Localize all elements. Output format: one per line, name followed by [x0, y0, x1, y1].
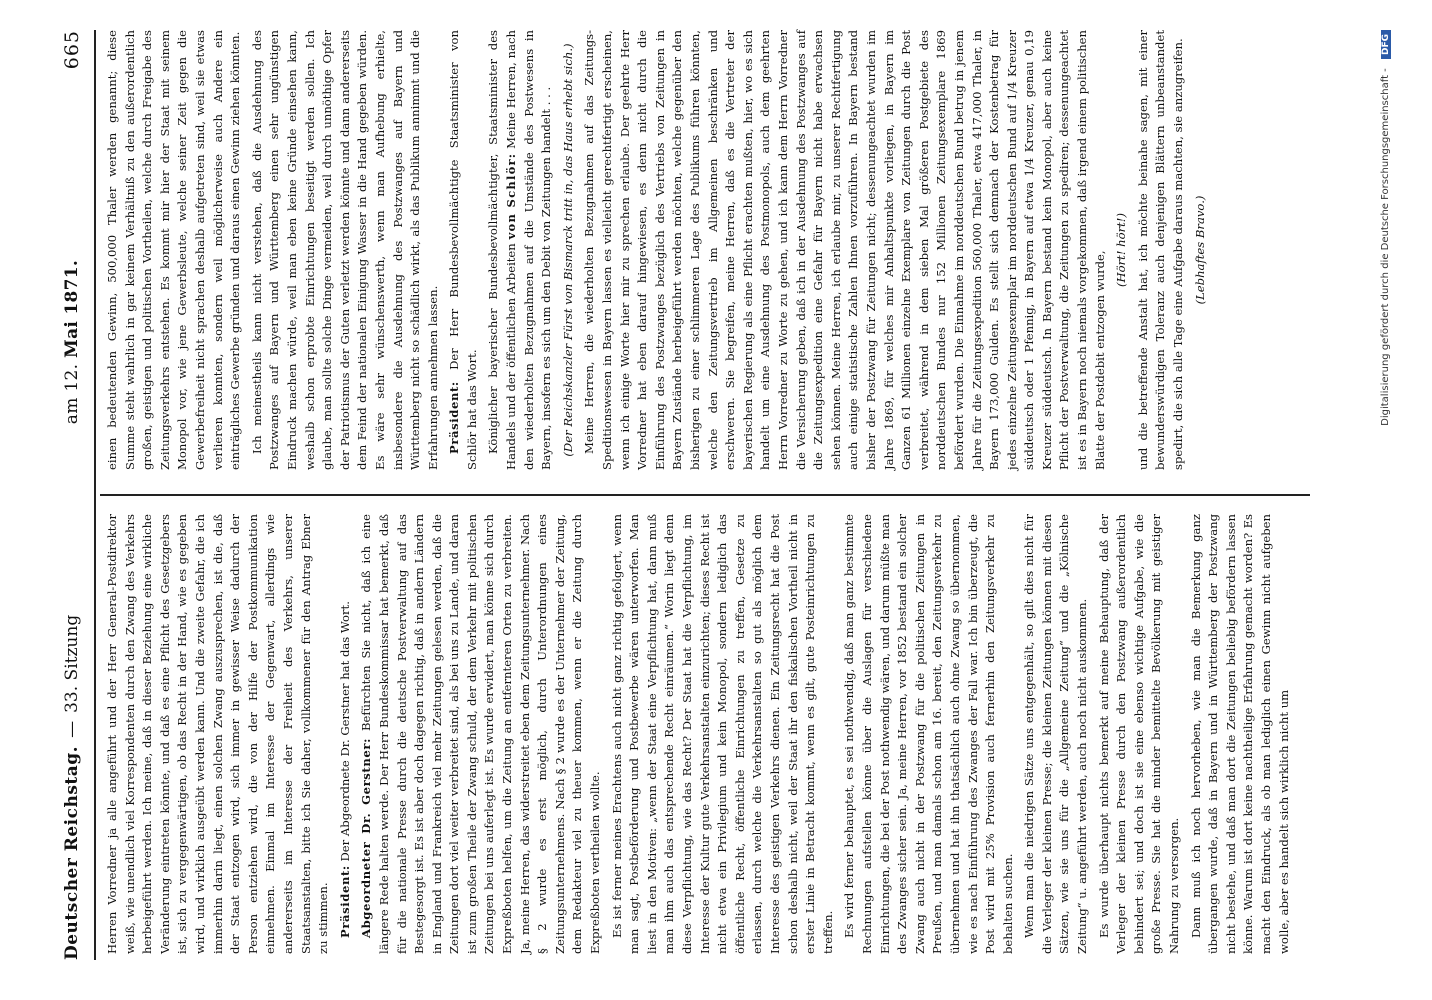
- date-month-year: Mai 1871.: [62, 259, 82, 358]
- date-prefix: am 12.: [62, 363, 82, 425]
- right-column: [104, 30, 1213, 470]
- speech-text: Der Herr Bundesbevollmächtigte Staatsminister von Schlör hat das Wort.: [447, 30, 479, 470]
- speech-text: Der Abgeordnete Dr. Gerstner hat das Wort.: [337, 601, 352, 862]
- stage-direction: (Lebhaftes Bravo.): [1192, 195, 1207, 305]
- paragraph: Es ist ferner meines Erachtens auch nicht ganz richtig gefolgert, wenn man sagt, Postbeförderung und Postbewerbe wären unterworfen. Man liest in den Motiven: „wenn der Staat eine Verpflichtung hat, dann muß man ihm auch das entsprechende Recht einräumen.“ Worin liegt denn diese Verpflichtung, wie das Recht? Der Staat hat die Verpflichtung, im Interesse der Kultur gute Verkehrsanstalten einzurichten; dieses Recht ist nicht etwa ein Privilegium und kein Monopol, sondern lediglich das öffentliche Recht, öffentliche Einrichtungen zu treffen, Gesetze zu erlassen, durch welche die Verkehrsanstalten so gut als möglich dem Interesse des geistigen Verkehrs dienen. Ein Zeitungsrecht hat die Post schon deshalb nicht, weil der Staat ihr den fiskalischen Vortheil nicht in erster Linie in Betracht kommt, wenn es gilt, gute Posteinrichtungen zu treffen.: [609, 514, 835, 954]
- paragraph: Dann muß ich noch hervorheben, wie man die Bemerkung ganz übergangen wurde, daß in Bayern und in Württemberg der Postzwang nicht bestehe, und daß man dort die Zeitungen beliebig befördern lassen könne. Warum ist dort keine nachtheilige Erfahrung gemacht worden? Es macht den Eindruck, als ob man lediglich einen Gewinn nicht aufgeben wolle, aber es handelt sich wirklich nicht um: [1188, 514, 1291, 954]
- paragraph: einen bedeutenden Gewinn, 500,000 Thaler werden genannt; diese Summe steht wahrlich in gar keinem Verhältniß zu den außerordentlich großen, geistigen und politischen Vortheilen, welche durch Freigabe des Zeitungsverkehrs entstehen. Es kommt mir hier der Staat mit seinem Monopol vor, wie jene Gewerbsleute, welche seiner Zeit gegen die Gewerbefreiheit nicht sprachen deshalb aufgetreten sind, weil sie etwas verlieren konnten, sondern weil möglicherweise auch Andere ein einträgliches Gewerbe gründen und daraus einen Gewinn ziehen könnten.: [105, 30, 243, 470]
- digitization-credit: [1380, 30, 1400, 970]
- paragraph: Ich meinestheils kann nicht verstehen, daß die Ausdehnung des Postzwanges auf Bayern und Württemberg einen sehr ungünstigen Eindruck machen würde, weil man eben keine Gründe einsehen kann, weshalb schon erprobte Einrichtungen beseitigt werden sollen. Ich glaube, man sollte solche Dinge vermeiden, weil durch unnöthige Opfer der Patriotismus der Guten verletzt werden könnte und dann andererseits dem Feind der nationalen Einigung Wasser in die Hand gegeben würden. Es wäre sehr wünschenswerth, wenn man Aufhebung erhielte, insbesondere die Ausdehnung des Postzwanges auf Bayern und Württemberg nicht so schädlich wirkt, als das Publikum annimmt und die Erfahrungen annehmen lassen.: [249, 30, 440, 470]
- paragraph: [446, 30, 481, 470]
- session-date: [62, 260, 82, 424]
- paragraph: Es wird ferner behauptet, es sei nothwendig, daß man ganz bestimmte Rechnungen aufstellen könne über die Auslagen für verschiedene Einrichtungen, die bei der Post nothwendig wären, und darum müßte man des Zwanges sicher sein. Ja, meine Herren, vor 1852 bestand ein solcher Zwang auch nicht in der Postzwang für die politischen Zeitungen in Preußen, und man damals schon am 16. bereit, den Zeitungsverkehr zu übernehmen und hat ihn thatsächlich auch ohne Zwang so übernommen, wie es nach Einführung des Zwanges der Fall war. Ich bin überzeugt, die Post wird mit 25% Provision auch fernerhin den Zeitungsverkehr zu behalten suchen.: [842, 514, 1015, 954]
- session-number: 33. Sitzung: [62, 614, 82, 713]
- speaker-label: Präsident:: [447, 381, 462, 454]
- paragraph: Herren Vorredner ja alle angeführt und der Herr General-Postdirektor weiß, wie unendlich viel Korrespondenten durch den Zwang des Verkehrs herbeigeführt werden. Ich meine, daß in dieser Beziehung eine wirkliche Veränderung eintreten könnte, und daß es eine Pflicht des Gesetzgebers ist, sich zu vergegenwärtigen, ob das Recht in der Hand, wie es gegeben wird, und wirklich ausgeübt werden kann. Und die zweite Gefahr, die ich immerhin darin liegt, einen solchen Zwang auszusprechen, ist die, daß der Staat entzogen wird, sich immer in gewisser Weise dadurch der Person entziehen wird, die von der Hilfe der Postkommunikation einnehmen. Einmal im Interesse der Gegenwart, allerdings wie andererseits im Interesse der Freiheit des Verkehrs, unserer Staatsanstalten, bitte ich Sie daher, vollkommener für den Antrag Ebner zu stimmen.: [105, 514, 331, 954]
- journal-title: Deutscher Reichstag.: [62, 745, 82, 960]
- stage-direction: (Der Reichskanzler Fürst von Bismarck tritt in, das Haus erhebt sich.): [560, 43, 575, 457]
- paragraph: [485, 30, 555, 470]
- credit-text: Digitalisierung gefördert durch die Deutsche Forschungsgemeinschaft -: [1380, 68, 1391, 426]
- page-number: 665: [61, 30, 83, 70]
- column-divider: [100, 494, 1310, 496]
- speech-text: Befürchten Sie nicht, daß ich eine längere Rede halten werde. Der Herr Bundeskommissar hat bemerkt, daß für die nationale Presse durch die deutsche Postverwaltung auf das Bestegesorgt ist. Es ist aber doch dagegen richtig, daß in andern Ländern in England und Frankreich viel mehr Zeitungen gelesen werden, daß die Zeitungen dort viel weiter verbreitet sind, als bei uns zu Lande, und daran ist zum großen Theile der Zwang schuld, der dem Verkehr mit politischen Zeitungen bei uns auferlegt ist. Es wurde erwidert, man könne sich durch Expreßboten helfen, um die Zeitung an entfernteren Orten zu verbreiten. Ja, meine Herren, das widerstreitet eben dem Zeitungsunternehmer. Nach § 2 wurde es erst möglich, durch Unterordnungen eines Zeitungsunternehmens. Nach § 2 wurde es der Unternehmer der Zeitung, dem Redakteur viel zu theuer kommen, wenn er die Zeitung durch Expreßboten vertheilen wollte.: [359, 513, 603, 954]
- dfg-logo: DFG: [1381, 30, 1391, 59]
- left-column: [104, 514, 1297, 954]
- speaker-name: von Schlör:: [504, 152, 519, 240]
- header-rule: [94, 30, 96, 960]
- speaker-title: Königlicher bayerischer Bundesbevollmächtigter, Staatsminister des Handels und der öffentlichen Arbeiten: [486, 30, 519, 470]
- speaker-label: Abgeordneter Dr. Gerstner:: [359, 738, 374, 938]
- speaker-label: Präsident:: [337, 865, 352, 938]
- paragraph: Meine Herren, die wiederholten Bezugnahmen auf das Zeitungs-Speditionswesen in Bayern lassen es vielleicht gerechtfertigt erscheinen, wenn ich einige Worte hier mir zu sprechen erlaube. Der geehrte Herr Vorredner hat eben darauf hingewiesen, es denn nicht durch die Einführung des Postzwanges bezüglich des Vertriebs von Zeitungen in Bayern Zustände herbeigeführt werden möchten, welche gegenüber den bisherigen zu einer schlimmeren Lage des Publikums führen könnten, welche den Zeitungsvertrieb im Allgemeinen beschränken und erschweren. Sie begreifen, meine Herren, daß es die Vertreter der bayerischen Regierung als eine Pflicht erachten mußten, hier, wo es sich handelt um eine Ausdehnung des Postmonopols, auch dem geehrten Herrn Vorredner zu Worte zu gehen, und ich kann dem Herrn Vorredner die Versicherung geben, daß ich in der Ausdehnung des Postzwanges auf die Zeitungsexpedition eine Gefahr für Bayern nicht habe erwachsen sehen können. Meine Herren, ich erlaube mir, zu unserer Rechtfertigung auch einige statistische Zahlen Ihnen vorzuführen. In Bayern bestand bisher der Postzwang für Zeitungen nicht; dessenungeachtet wurden im Jahre 1869, für welches mir Anhaltspunkte vorliegen, in Bayern im Ganzen 61 Millionen einzelne Exemplare von Zeitungen durch die Post verbreitet, während in dem sieben Mal größeren Postgebiete des norddeutschen Bundes nur 152 Millionen Zeitungsexemplare 1869 befördert wurden. Die Einnahme im norddeutschen Bund betrug in jenem Jahre für die Zeitungsexpedition 560,000 Thaler, etwa 417,000 Thaler, in Bayern 173,000 Gulden. Es stellt sich demnach der Kostenbetrag für jedes einzelne Zeitungsexemplar im norddeutschen Bund auf 1/4 Kreuzer süddeutsch oder 1 Pfennig, in Bayern auf etwa 1/4 Kreuzer, genau 0,19 Kreuzer süddeutsch. In Bayern bestand kein Monopol, aber auch keine Pflicht der Postverwaltung, die Zeitungen zu spediren; dessenungeachtet ist es in Bayern noch niemals vorgekommen, daß irgend einem politischen Blatte der Postdebit entzogen wurde,: [582, 30, 1107, 470]
- paragraph: und die betreffende Anstalt hat, ich möchte beinahe sagen, mit einer bewunderswürdigen Toleranz auch denjenigen Blättern unbeanstandet spedirt, die sich alle Tage eine Aufgabe daraus machten, sie anzugreifen.: [1135, 30, 1186, 470]
- paragraph: [358, 514, 604, 954]
- header-separator: —: [62, 720, 82, 738]
- paragraph: [337, 514, 355, 954]
- stage-direction: (Hört! hört!): [1114, 213, 1129, 287]
- paragraph: Wenn man die niedrigen Sätze uns entgegenhält, so gilt dies nicht für die Verleger der kleinen Presse; die kleinen Zeitungen können mit diesen Sätzen, wie sie uns für die „Allgemeine Zeitung“ und die „Kölnische Zeitung“ u. angeführt werden, auch noch nicht auskommen.: [1022, 514, 1090, 954]
- speech-text: Meine Herren, nach den wiederholten Bezugnahmen auf die Umstände des Postwesens in Bayern, insofern es sich um den Debit von Zeitungen handelt . . .: [504, 30, 554, 470]
- page-header: [52, 30, 92, 960]
- paragraph: Es wurde überhaupt nichts bemerkt auf meine Behauptung, daß der Verleger der kleinen Presse durch den Postzwang außerordentlich behindert sei; und doch ist sie eine ebenso wichtige Aufgabe, wie die große Presse. Sie hat die minder bemittelte Bevölkerung mit geistiger Nahrung zu versorgen.: [1096, 514, 1182, 954]
